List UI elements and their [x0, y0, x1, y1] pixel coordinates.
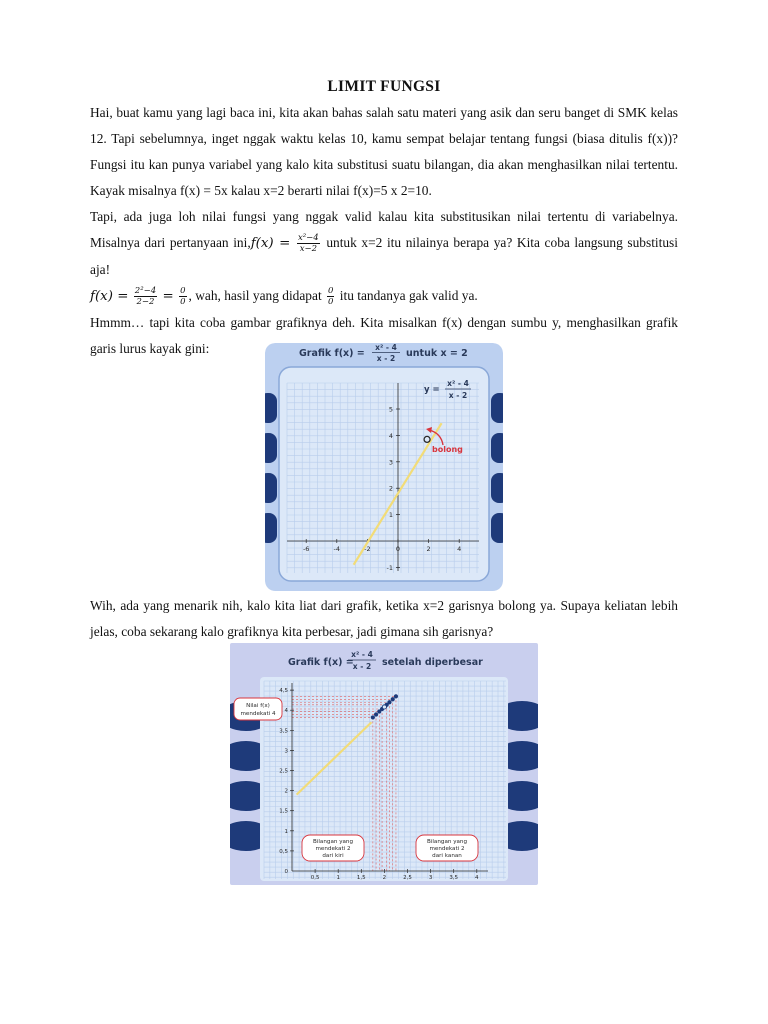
- paragraph-text: itu tandanya gak valid ya.: [336, 288, 478, 303]
- side-tab: [265, 513, 277, 543]
- paragraph-text: Tapi, ada juga loh nilai fungsi yang nggak valid kalau kita substitusikan nilai tertentu di variabelnya. Misalnya dari pertanyaan ini,: [90, 209, 678, 250]
- fraction: $\frac{0}{0}$: [328, 286, 334, 308]
- svg-text:mendekati 2: mendekati 2: [315, 846, 351, 852]
- approach-point: [371, 715, 375, 719]
- figure-title-denominator: x - 2: [352, 662, 372, 671]
- figure-title-suffix: untuk x = 2: [406, 348, 468, 359]
- approach-point: [391, 697, 395, 701]
- svg-text:dari kiri: dari kiri: [322, 853, 344, 859]
- figure-title: Grafik f(x) =: [299, 348, 365, 359]
- paragraph-intro: Hai, buat kamu yang lagi baca ini, kita akan bahas salah satu materi yang asik dan seru banget di SMK kelas 12. Tapi sebelumnya, inget nggak waktu kelas 10, kamu sempat belajar tentang fungsi (biasa ditulis f(x))? Fungsi itu kan punya variabel yang kalo kita substitusi suatu bilangan, dia akan menghasilkan nilai tertentu. Kayak misalnya f(x) = 5x kalau x=2 berarti nilai f(x)=5 x 2=10.: [90, 105, 678, 198]
- side-tab: [491, 433, 503, 463]
- x-tick-label: 4: [457, 545, 462, 553]
- y-tick-label: 2: [388, 484, 393, 493]
- x-tick-label: 3,5: [449, 875, 459, 881]
- x-tick-label: -6: [302, 545, 310, 553]
- figure-title-numerator: x² - 4: [375, 343, 397, 352]
- fraction: $\frac{\text{2²−4}}{2-2}$: [134, 286, 157, 308]
- function-label: f(x) =: [250, 236, 291, 251]
- fraction: $\frac{\text{x²−4}}{x-2}$: [297, 233, 319, 255]
- figure-graph-zoomed: [230, 643, 538, 885]
- fraction: $\frac{0}{0}$: [180, 286, 186, 308]
- paragraph-substitution: [90, 283, 678, 310]
- y-tick-label: 2: [284, 788, 288, 795]
- equation-denominator: x - 2: [448, 391, 468, 400]
- approach-point: [374, 712, 378, 716]
- x-tick-label: 2,5: [403, 875, 412, 881]
- callout-y-line1: Nilai f(x): [246, 703, 270, 709]
- y-tick-label: 3: [388, 458, 393, 467]
- document-page: [90, 78, 678, 362]
- side-tab: [265, 473, 277, 503]
- origin-label: 0: [284, 869, 288, 875]
- paragraph-text: , wah, hasil yang didapat: [188, 288, 326, 303]
- y-tick-label: 3: [284, 748, 288, 755]
- figure-title-denominator: x - 2: [376, 354, 396, 363]
- y-tick-label: 0,5: [279, 848, 288, 855]
- y-tick-label: 4: [388, 431, 393, 440]
- y-tick-label: 5: [388, 405, 393, 414]
- paragraph-invalid-value: [90, 204, 678, 283]
- y-tick-label: 2,5: [279, 768, 288, 775]
- x-tick-label: -2: [364, 545, 371, 553]
- hole-label: bolong: [432, 445, 463, 454]
- paragraph-graph-intro: Hmmm… tapi kita coba gambar grafiknya deh. Kita misalkan f(x) dengan sumbu y, menghasilkan grafik garis lurus kayak gini:: [90, 315, 678, 356]
- paragraph-zoom: Wih, ada yang menarik nih, kalo kita liat dari grafik, ketika x=2 garisnya bolong ya. Supaya keliatan lebih jelas, coba sekarang kalo grafiknya kita perbesar, jadi gimana sih garisnya?: [90, 598, 678, 639]
- svg-text:mendekati 2: mendekati 2: [429, 846, 465, 852]
- x-tick-label: 0: [395, 545, 401, 553]
- svg-text:Bilangan yang: Bilangan yang: [312, 839, 354, 845]
- svg-text:dari kanan: dari kanan: [432, 853, 462, 859]
- callout-y-line2: mendekati 4: [240, 711, 276, 717]
- x-tick-label: 0,5: [310, 875, 320, 881]
- side-tab: [491, 393, 503, 423]
- document-title: LIMIT FUNGSI: [327, 78, 441, 95]
- side-tab: [491, 513, 503, 543]
- x-tick-label: -4: [333, 545, 341, 553]
- x-tick-label: 2: [426, 545, 431, 553]
- x-tick-label: 3: [428, 875, 433, 881]
- equation-numerator: x² - 4: [447, 379, 469, 388]
- svg-text:Bilangan yang: Bilangan yang: [426, 839, 468, 845]
- y-tick-label: 1: [284, 828, 288, 835]
- function-label: f(x) =: [90, 289, 129, 304]
- y-tick-label: 3,5: [279, 728, 288, 735]
- hole-point: [424, 436, 430, 442]
- figure-graph-hole: [265, 343, 503, 591]
- figure-title: Grafik f(x) =: [288, 657, 354, 668]
- x-tick-label: 1,5: [356, 875, 366, 881]
- figure-title-numerator: x² - 4: [351, 650, 373, 659]
- y-tick-label: -1: [386, 563, 393, 572]
- side-tab: [265, 393, 277, 423]
- y-tick-label: 4: [284, 708, 288, 715]
- approach-point: [394, 694, 398, 698]
- x-tick-label: 4: [475, 875, 479, 881]
- hole-point: [382, 705, 386, 709]
- x-tick-label: 2: [382, 875, 387, 881]
- side-tab: [491, 473, 503, 503]
- equation-label: y =: [424, 385, 440, 395]
- figure-title-suffix: setelah diperbesar: [382, 657, 483, 668]
- x-tick-label: 1: [336, 875, 340, 881]
- equals-sign: =: [162, 289, 174, 304]
- y-tick-label: 4,5: [279, 688, 288, 695]
- side-tab: [265, 433, 277, 463]
- approach-point: [387, 700, 391, 704]
- paragraph-text: untuk x=2 itu nilainya berapa ya? Kita coba langsung substitusi aja!: [90, 235, 678, 277]
- y-tick-label: 1: [388, 511, 393, 520]
- y-tick-label: 1,5: [279, 808, 288, 815]
